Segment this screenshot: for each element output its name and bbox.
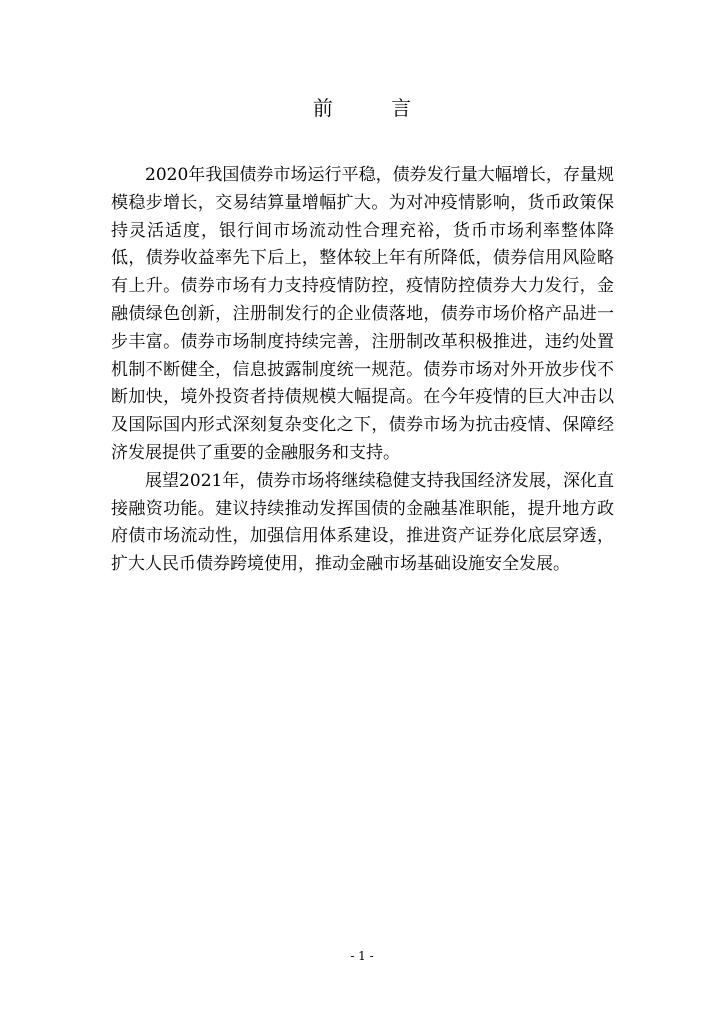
page-number: - 1 - (350, 949, 374, 963)
paragraph-outlook: 展望2021年，债券市场将继续稳健支持我国经济发展，深化直接融资功能。建议持续推动发挥国债的金融基准职能，提升地方政府债市场流动性，加强信用体系建设，推进资产证券化底层穿透，扩大人民币债券跨境使用，推动金融市场基础设施安全发展。 (111, 470, 614, 575)
document-body (111, 162, 614, 579)
paragraph-overview: 2020年我国债券市场运行平稳，债券发行量大幅增长，存量规模稳步增长，交易结算量增幅扩大。为对冲疫情影响，货币政策保持灵活适度，银行间市场流动性合理充裕，货币市场利率整体降低，债券收益率先下后上，整体较上年有所降低，债券信用风险略有上升。债券市场有力支持疫情防控，疫情防控债券大力发行，金融债绿色创新，注册制发行的企业债落地，债券市场价格产品进一步丰富。债券市场制度持续完善，注册制改革积极推进，违约处置机制不断健全，信息披露制度统一规范。债券市场对外开放步伐不断加快，境外投资者持债规模大幅提高。在今年疫情的巨大冲击以及国际国内形式深刻复杂变化之下，债券市场为抗击疫情、保障经济发展提供了重要的金融服务和支持。 (111, 165, 614, 463)
page-title: 前 言 (312, 96, 438, 120)
